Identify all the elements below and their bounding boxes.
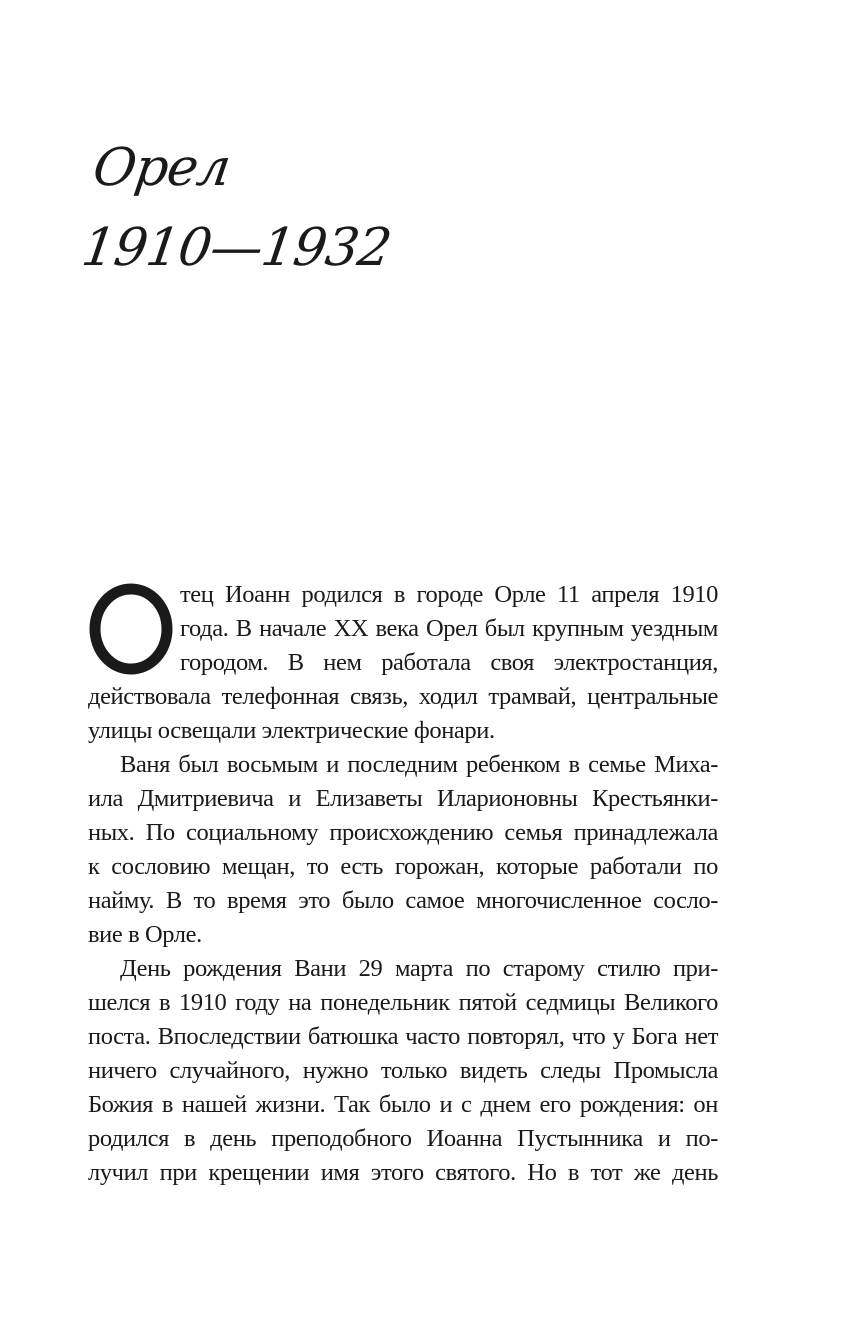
- chapter-title-place: Орел: [89, 138, 234, 198]
- paragraph-3: [88, 952, 718, 1190]
- text-line: День рождения Вани 29 марта по старому стилю при-: [120, 955, 718, 982]
- text-line: Божия в нашей жизни. Так было и с днем его рождения: он: [88, 1091, 718, 1118]
- text-line: шелся в 1910 году на понедельник пятой седмицы Великого: [88, 989, 718, 1016]
- text-line: к сословию мещан, то есть горожан, которые работали по: [88, 853, 718, 880]
- text-line: вие в Орле.: [88, 921, 202, 948]
- chapter-title: [77, 128, 407, 288]
- text-line: тец Иоанн родился в городе Орле 11 апреля 1910: [180, 581, 718, 608]
- text-line: Ваня был восьмым и последним ребенком в семье Миха-: [120, 751, 718, 778]
- text-line: городом. В нем работала своя электростанция,: [180, 649, 718, 676]
- chapter-title-years: 1910—1932: [78, 218, 395, 278]
- text-line: поста. Впоследствии батюшка часто повторял, что у Бога нет: [88, 1023, 718, 1050]
- text-line: родился в день преподобного Иоанна Пустынника и по-: [88, 1125, 718, 1152]
- paragraph-2: [88, 748, 718, 952]
- chapter-body: [88, 578, 718, 1190]
- text-line: ничего случайного, нужно только видеть следы Промысла: [88, 1057, 718, 1084]
- text-line: действовала телефонная связь, ходил трамвай, центральные: [88, 683, 718, 710]
- text-line: найму. В то время это было самое многочисленное сосло-: [88, 887, 718, 914]
- text-line: года. В начале XX века Орел был крупным уездным: [180, 615, 718, 642]
- drop-cap-o: [88, 582, 174, 676]
- text-line: ных. По социальному происхождению семья принадлежала: [88, 819, 718, 846]
- paragraph-1: [88, 578, 718, 748]
- text-line: ила Дмитриевича и Елизаветы Иларионовны Крестьянки-: [88, 785, 718, 812]
- text-line: лучил при крещении имя этого святого. Но в тот же день: [88, 1159, 718, 1186]
- text-line: улицы освещали электрические фонари.: [88, 717, 495, 744]
